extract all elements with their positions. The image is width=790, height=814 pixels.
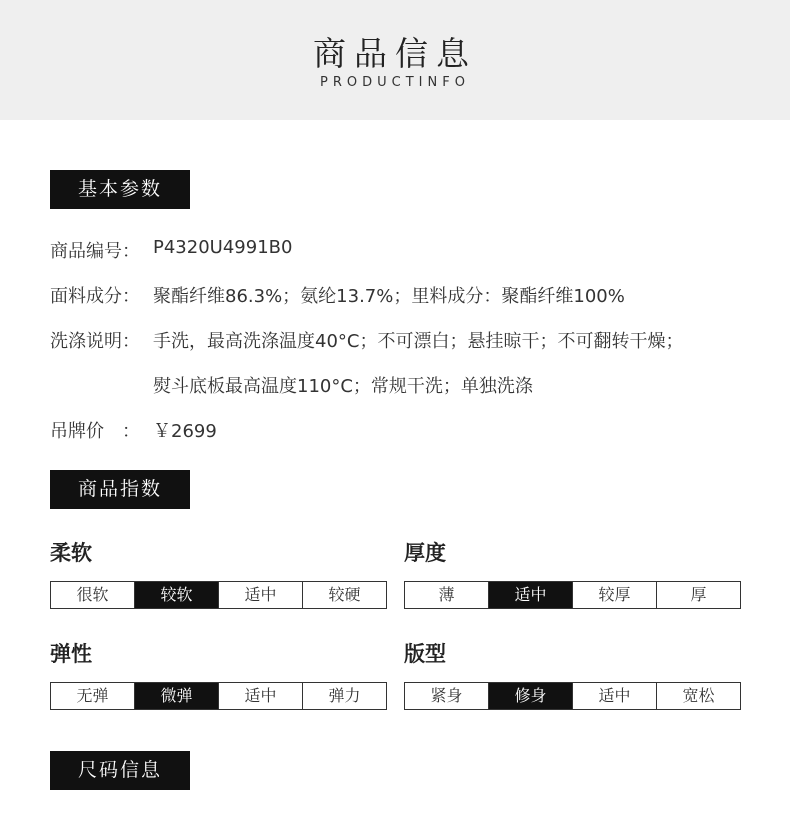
fit-scale: [404, 682, 741, 710]
wash-row: [50, 327, 684, 397]
fabric-value: 聚酯纤维86.3%；氨纶13.7%；里料成分：聚酯纤维100%: [153, 286, 625, 307]
elasticity-option: 弹力: [302, 683, 386, 709]
wash-value-line-1: 手洗，最高洗涤温度40°C；不可漂白；悬挂晾干；不可翻转干燥；: [153, 331, 684, 352]
elasticity-title: 弹性: [50, 642, 92, 666]
elasticity-option: 适中: [218, 683, 302, 709]
fit-option: 宽松: [656, 683, 740, 709]
product-code-row: [50, 237, 293, 263]
thickness-title: 厚度: [404, 541, 446, 565]
thickness-scale: [404, 581, 741, 609]
softness-option: 较硬: [302, 582, 386, 608]
product-index-label: 商品指数: [50, 470, 190, 509]
softness-title: 柔软: [50, 541, 92, 565]
price-label: 吊牌价 ：: [50, 421, 140, 442]
header-title-cn: 商品信息: [313, 34, 477, 73]
fit-option: 紧身: [430, 686, 463, 705]
softness-scale: [50, 581, 387, 609]
product-code-label: 商品编号：: [50, 241, 140, 262]
fabric-row: [50, 282, 625, 308]
fit-option-selected: 修身: [488, 683, 572, 709]
size-info-label: 尺码信息: [50, 751, 190, 790]
header-title-en: PRODUCTINFO: [320, 75, 470, 90]
price-value: ￥2699: [153, 421, 217, 442]
thickness-option: 较厚: [572, 582, 656, 608]
fit-title: 版型: [404, 642, 446, 666]
price-row: [50, 417, 217, 443]
softness-option: 适中: [218, 582, 302, 608]
softness-option-selected: 较软: [134, 582, 218, 608]
wash-label: 洗涤说明：: [50, 331, 140, 352]
thickness-option: 薄: [438, 585, 455, 604]
thickness-option: 厚: [656, 582, 740, 608]
elasticity-option: 无弹: [76, 686, 109, 705]
elasticity-scale: [50, 682, 387, 710]
elasticity-option-selected: 微弹: [134, 683, 218, 709]
product-info-header: [0, 0, 790, 120]
product-code-value: P4320U4991B0: [153, 237, 293, 258]
fabric-label: 面料成分：: [50, 286, 140, 307]
basic-params-label: 基本参数: [50, 170, 190, 209]
thickness-option-selected: 适中: [488, 582, 572, 608]
wash-value-line-2: 熨斗底板最高温度110°C；常规干洗；单独洗涤: [153, 376, 533, 397]
softness-option: 很软: [76, 585, 109, 604]
fit-option: 适中: [572, 683, 656, 709]
